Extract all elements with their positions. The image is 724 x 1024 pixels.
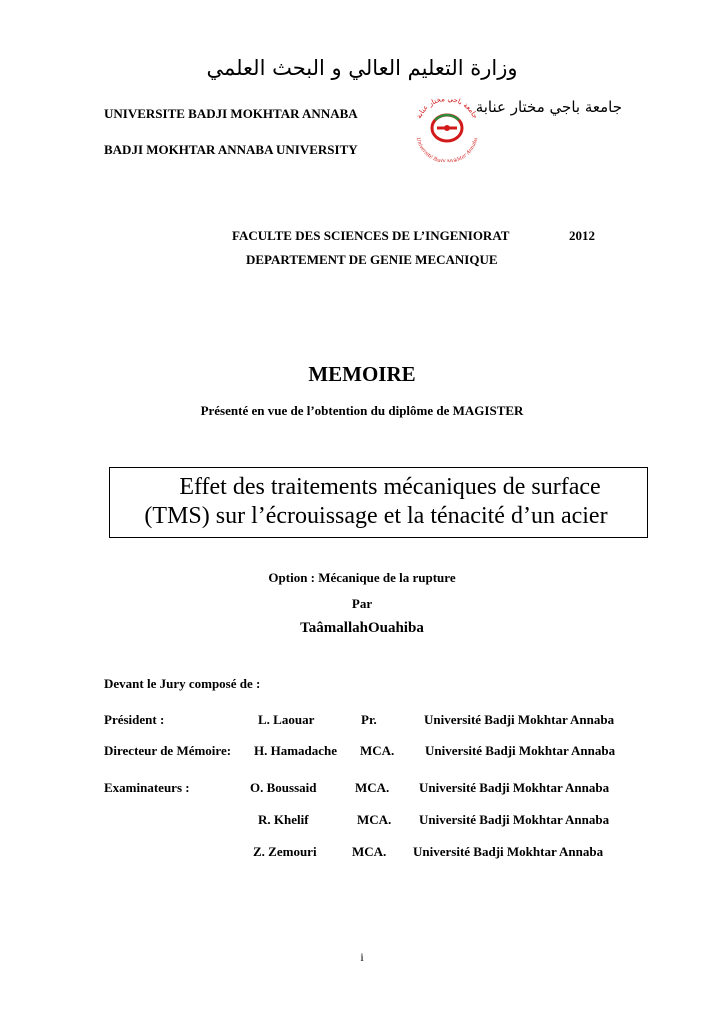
department-name: DEPARTEMENT DE GENIE MECANIQUE (246, 252, 498, 267)
jury-role: Directeur de Mémoire: (104, 743, 232, 758)
university-logo (406, 90, 488, 162)
option-label: Option : Mécanique de la rupture (268, 570, 456, 585)
university-name-ar: جامعة باجي مختار عنابة (475, 98, 622, 116)
by-label: Par (351, 596, 373, 611)
jury-member-name: H. Hamadache (254, 743, 338, 758)
jury-member-grade: MCA. (357, 812, 392, 827)
jury-member-grade: MCA. (352, 844, 387, 859)
jury-member-grade: Pr. (361, 712, 377, 727)
jury-member-institution: Université Badji Mokhtar Annaba (425, 743, 616, 758)
jury-member-institution: Université Badji Mokhtar Annaba (413, 844, 604, 859)
university-name-fr: UNIVERSITE BADJI MOKHTAR ANNABA (104, 106, 358, 121)
jury-member-name: L. Laouar (258, 712, 315, 727)
year: 2012 (569, 228, 595, 243)
author-name: TaâmallahOuahiba (300, 620, 424, 636)
svg-text:Université Badji Mokhtar Annab: Université Badji Mokhtar Annaba (414, 136, 480, 162)
university-name-en: BADJI MOKHTAR ANNABA UNIVERSITY (104, 142, 358, 157)
svg-text:جامعة باجي مختار عنابة: جامعة باجي مختار عنابة (414, 94, 480, 120)
jury-role: Président : (104, 712, 165, 727)
thesis-title-line-1: Effet des traitements mécaniques de surface (179, 474, 601, 500)
jury-member-name: Z. Zemouri (253, 844, 317, 859)
page-number: i (360, 950, 364, 964)
thesis-title-line-2: (TMS) sur l’écrouissage et la ténacité d’un acier (144, 503, 608, 529)
jury-member-name: R. Khelif (258, 812, 309, 827)
jury-member-name: O. Boussaid (250, 780, 317, 795)
jury-member-grade: MCA. (360, 743, 395, 758)
faculty-name: FACULTE DES SCIENCES DE L’INGENIORAT (232, 228, 510, 243)
jury-member-institution: Université Badji Mokhtar Annaba (419, 812, 610, 827)
document-type: MEMOIRE (308, 362, 416, 386)
jury-member-grade: MCA. (355, 780, 390, 795)
jury-intro: Devant le Jury composé de : (104, 676, 261, 691)
jury-role: Examinateurs : (104, 780, 190, 795)
ministry-title: وزارة التعليم العالي و البحث العلمي (206, 56, 518, 80)
jury-member-institution: Université Badji Mokhtar Annaba (424, 712, 615, 727)
jury-member-institution: Université Badji Mokhtar Annaba (419, 780, 610, 795)
diploma-purpose: Présenté en vue de l’obtention du diplôme de MAGISTER (200, 403, 524, 418)
